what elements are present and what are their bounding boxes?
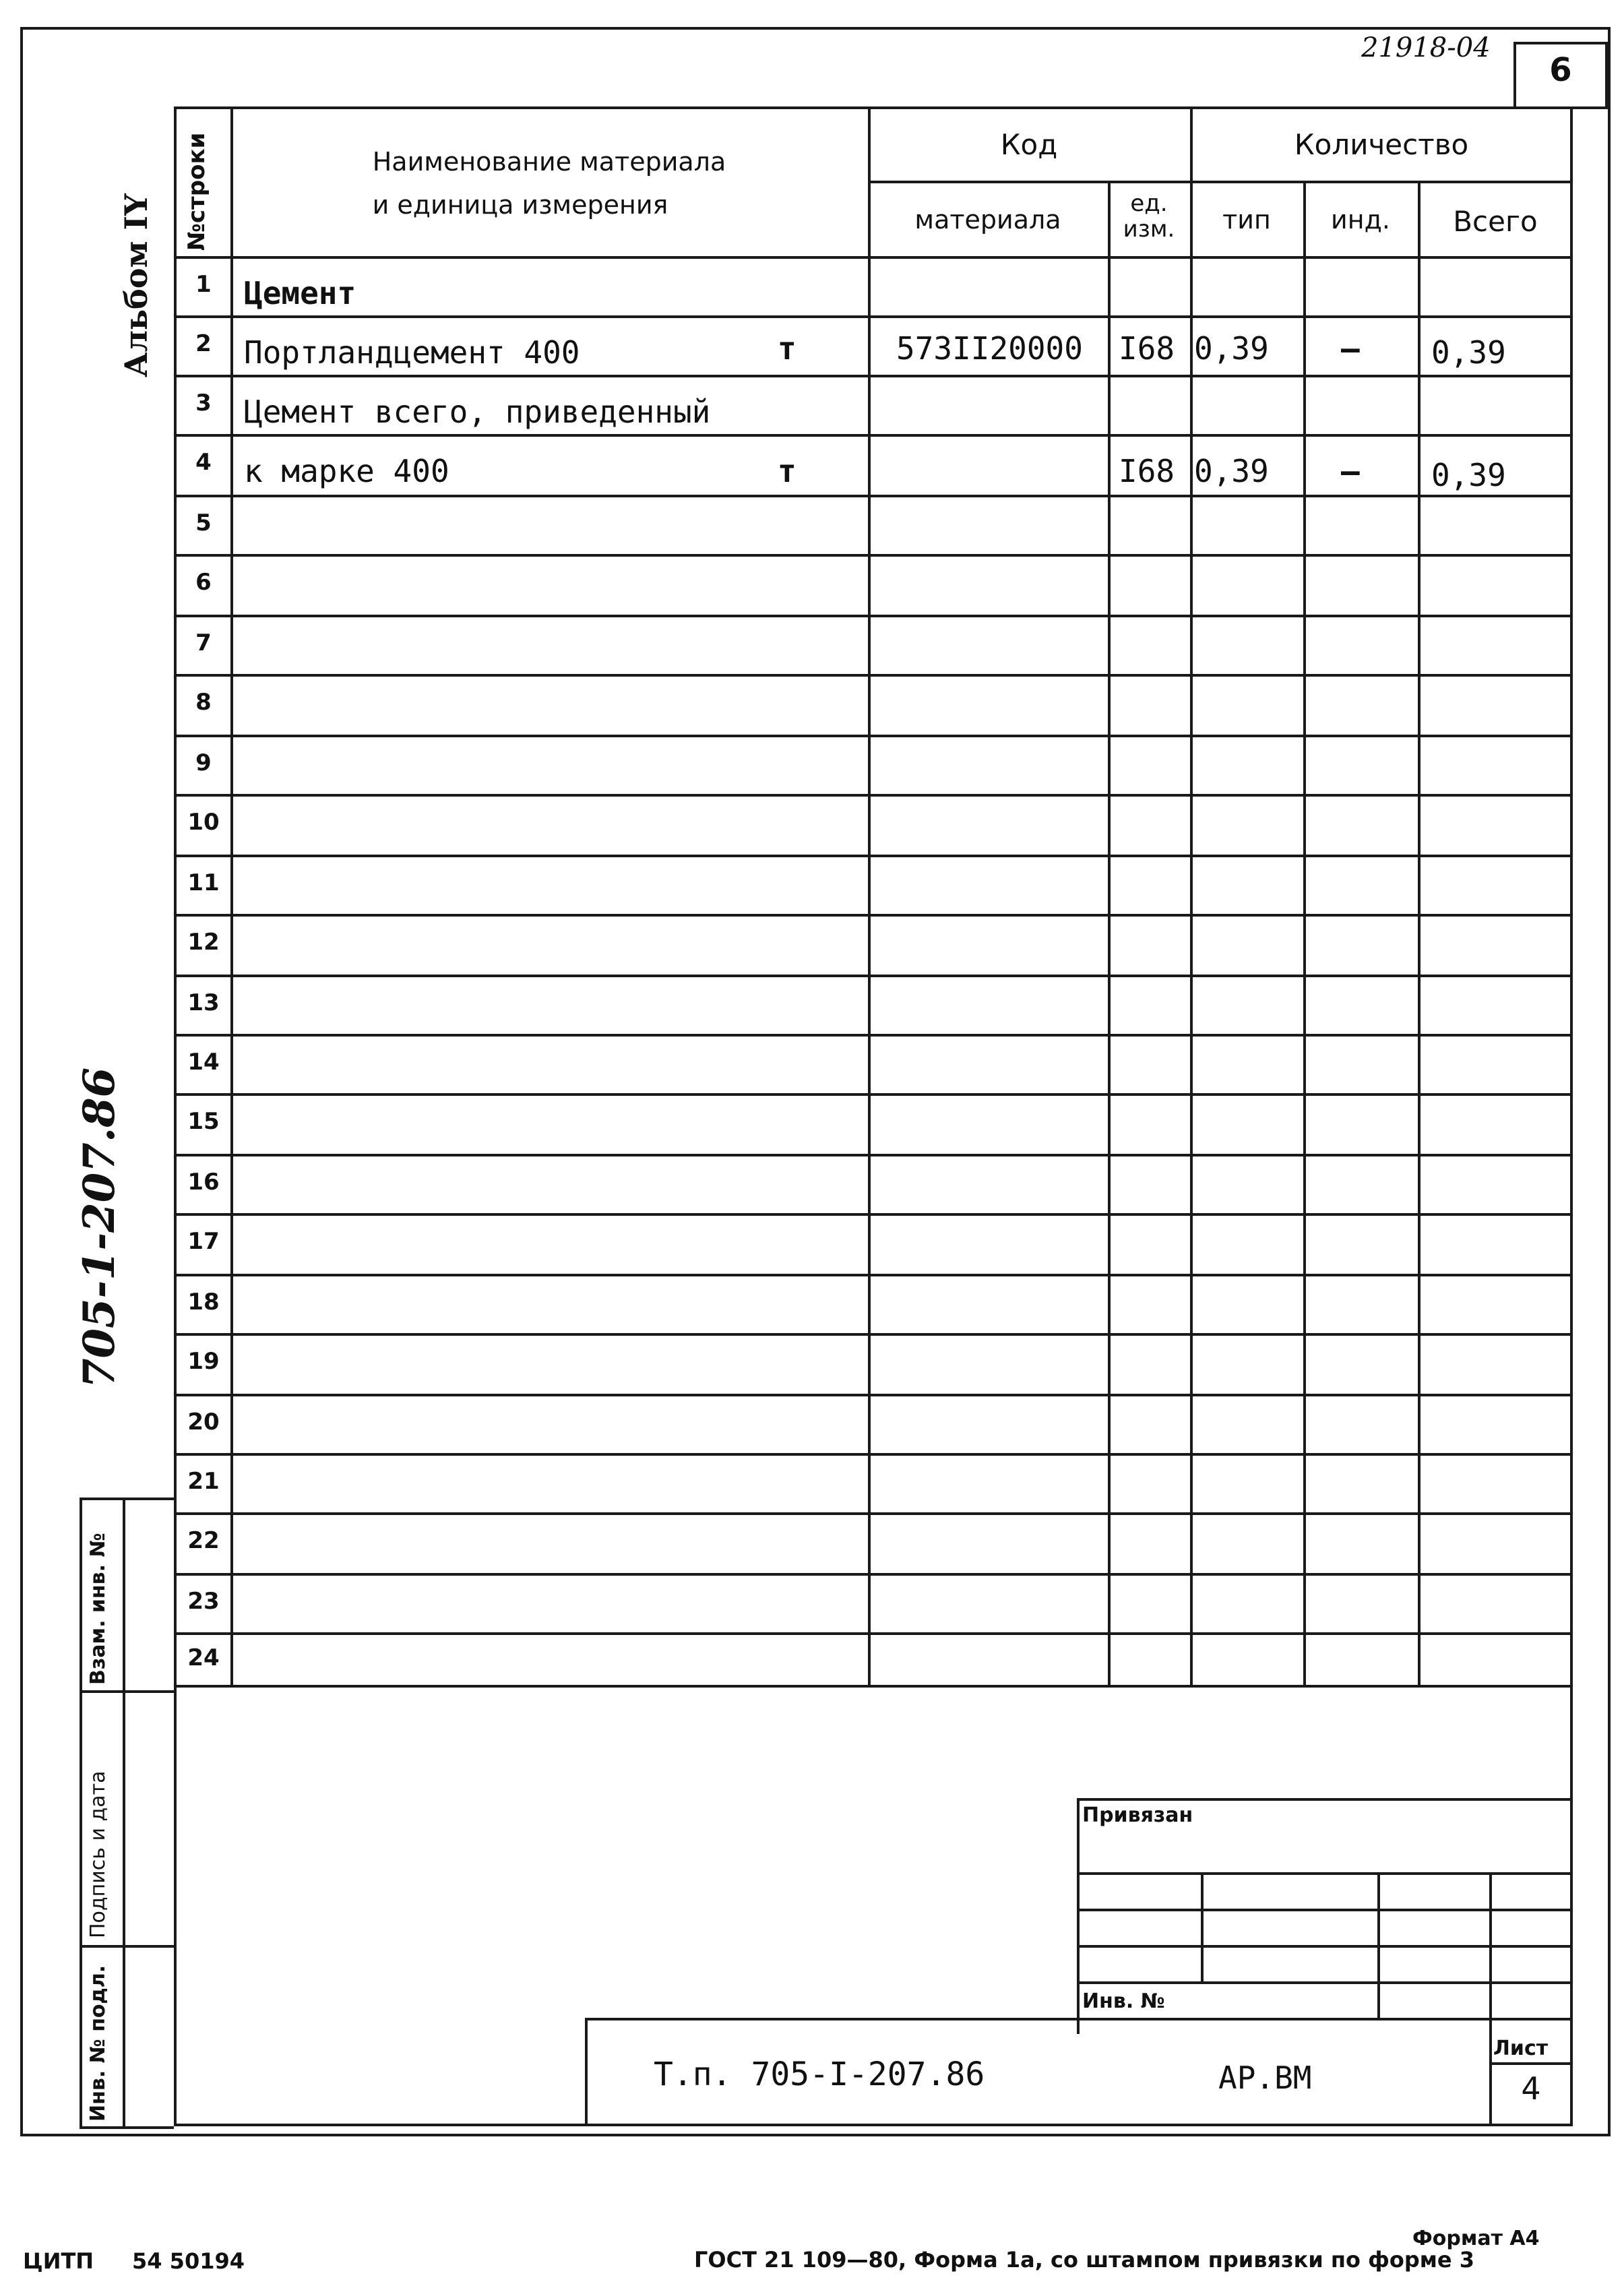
side-stamp-inv-podl: Инв. № подл.	[86, 1965, 110, 2122]
col-header-quantity: Количество	[1294, 128, 1469, 161]
row-number: 18	[187, 1289, 220, 1316]
qty-type: 0,39	[1194, 330, 1269, 367]
row-number: 10	[187, 809, 220, 836]
row-number: 11	[187, 869, 220, 896]
row-number: 2	[195, 330, 212, 357]
row-number: 17	[187, 1228, 220, 1255]
title-section: АР.ВМ	[1218, 2060, 1312, 2096]
col-header-name-2: и единица измерения	[372, 190, 668, 220]
qty-total: 0,39	[1431, 334, 1506, 371]
footer-org: ЦИТП	[23, 2248, 94, 2274]
row-number: 23	[187, 1588, 220, 1615]
title-designation: Т.п. 705-I-207.86	[654, 2056, 985, 2093]
row-number: 20	[187, 1409, 220, 1436]
col-header-code: Код	[1000, 128, 1058, 161]
row-number: 8	[195, 689, 212, 716]
qty-total: 0,39	[1431, 457, 1506, 493]
page-number: 6	[1549, 51, 1572, 89]
side-stamp-vzam: Взам. инв. №	[86, 1533, 110, 1685]
unit-code: I68	[1119, 330, 1175, 367]
row-number: 1	[195, 271, 212, 298]
header-note: 21918-04	[1361, 32, 1491, 63]
row-number: 21	[187, 1468, 220, 1495]
row-number: 16	[187, 1169, 220, 1196]
material-name: Цемент	[244, 275, 356, 311]
col-header-ind: инд.	[1331, 205, 1390, 235]
row-number: 24	[187, 1644, 220, 1671]
col-header-total: Всего	[1453, 205, 1538, 238]
unit-label: т	[778, 330, 797, 367]
row-number: 5	[195, 510, 212, 536]
unit-label: т	[778, 453, 797, 489]
footer-gost: ГОСТ 21 109—80, Форма 1а, со штампом привязки по форме 3	[694, 2247, 1475, 2273]
row-number: 22	[187, 1527, 220, 1554]
row-number: 19	[187, 1348, 220, 1375]
row-number: 6	[195, 569, 212, 596]
binding-inv-no: Инв. №	[1082, 1989, 1165, 2013]
row-number: 14	[187, 1049, 220, 1076]
material-name: Цемент всего, приведенный	[244, 394, 711, 430]
col-header-type: тип	[1222, 205, 1271, 235]
col-header-code-material: материала	[914, 205, 1061, 235]
album-label: Альбом IY	[118, 193, 154, 377]
row-number: 12	[187, 929, 220, 956]
col-header-row-number: №строки	[183, 132, 210, 251]
footer-format: Формат А4	[1412, 2227, 1540, 2250]
qty-ind: –	[1341, 330, 1360, 367]
row-number: 9	[195, 749, 212, 776]
binding-privyazan: Привязан	[1082, 1803, 1193, 1827]
qty-ind: –	[1341, 453, 1360, 489]
footer-order: 54 50194	[132, 2248, 245, 2274]
row-number: 15	[187, 1108, 220, 1135]
material-name: Портландцемент 400	[244, 334, 580, 371]
col-header-name-1: Наименование материала	[372, 147, 726, 177]
qty-type: 0,39	[1194, 453, 1269, 489]
row-number: 3	[195, 390, 212, 416]
side-stamp-podpis: Подпись и дата	[86, 1770, 110, 1938]
material-name: к марке 400	[244, 453, 449, 489]
unit-code: I68	[1119, 453, 1175, 489]
sheet-label: Лист	[1493, 2037, 1549, 2060]
material-code: 573II20000	[896, 330, 1083, 367]
col-header-unit-2: изм.	[1123, 216, 1175, 243]
row-number: 7	[195, 629, 212, 656]
sheet-number: 4	[1521, 2070, 1541, 2107]
row-number: 13	[187, 989, 220, 1016]
project-handwritten: 705-1-207.86	[74, 1067, 125, 1388]
row-number: 4	[195, 449, 212, 476]
col-header-unit-1: ед.	[1130, 190, 1168, 217]
